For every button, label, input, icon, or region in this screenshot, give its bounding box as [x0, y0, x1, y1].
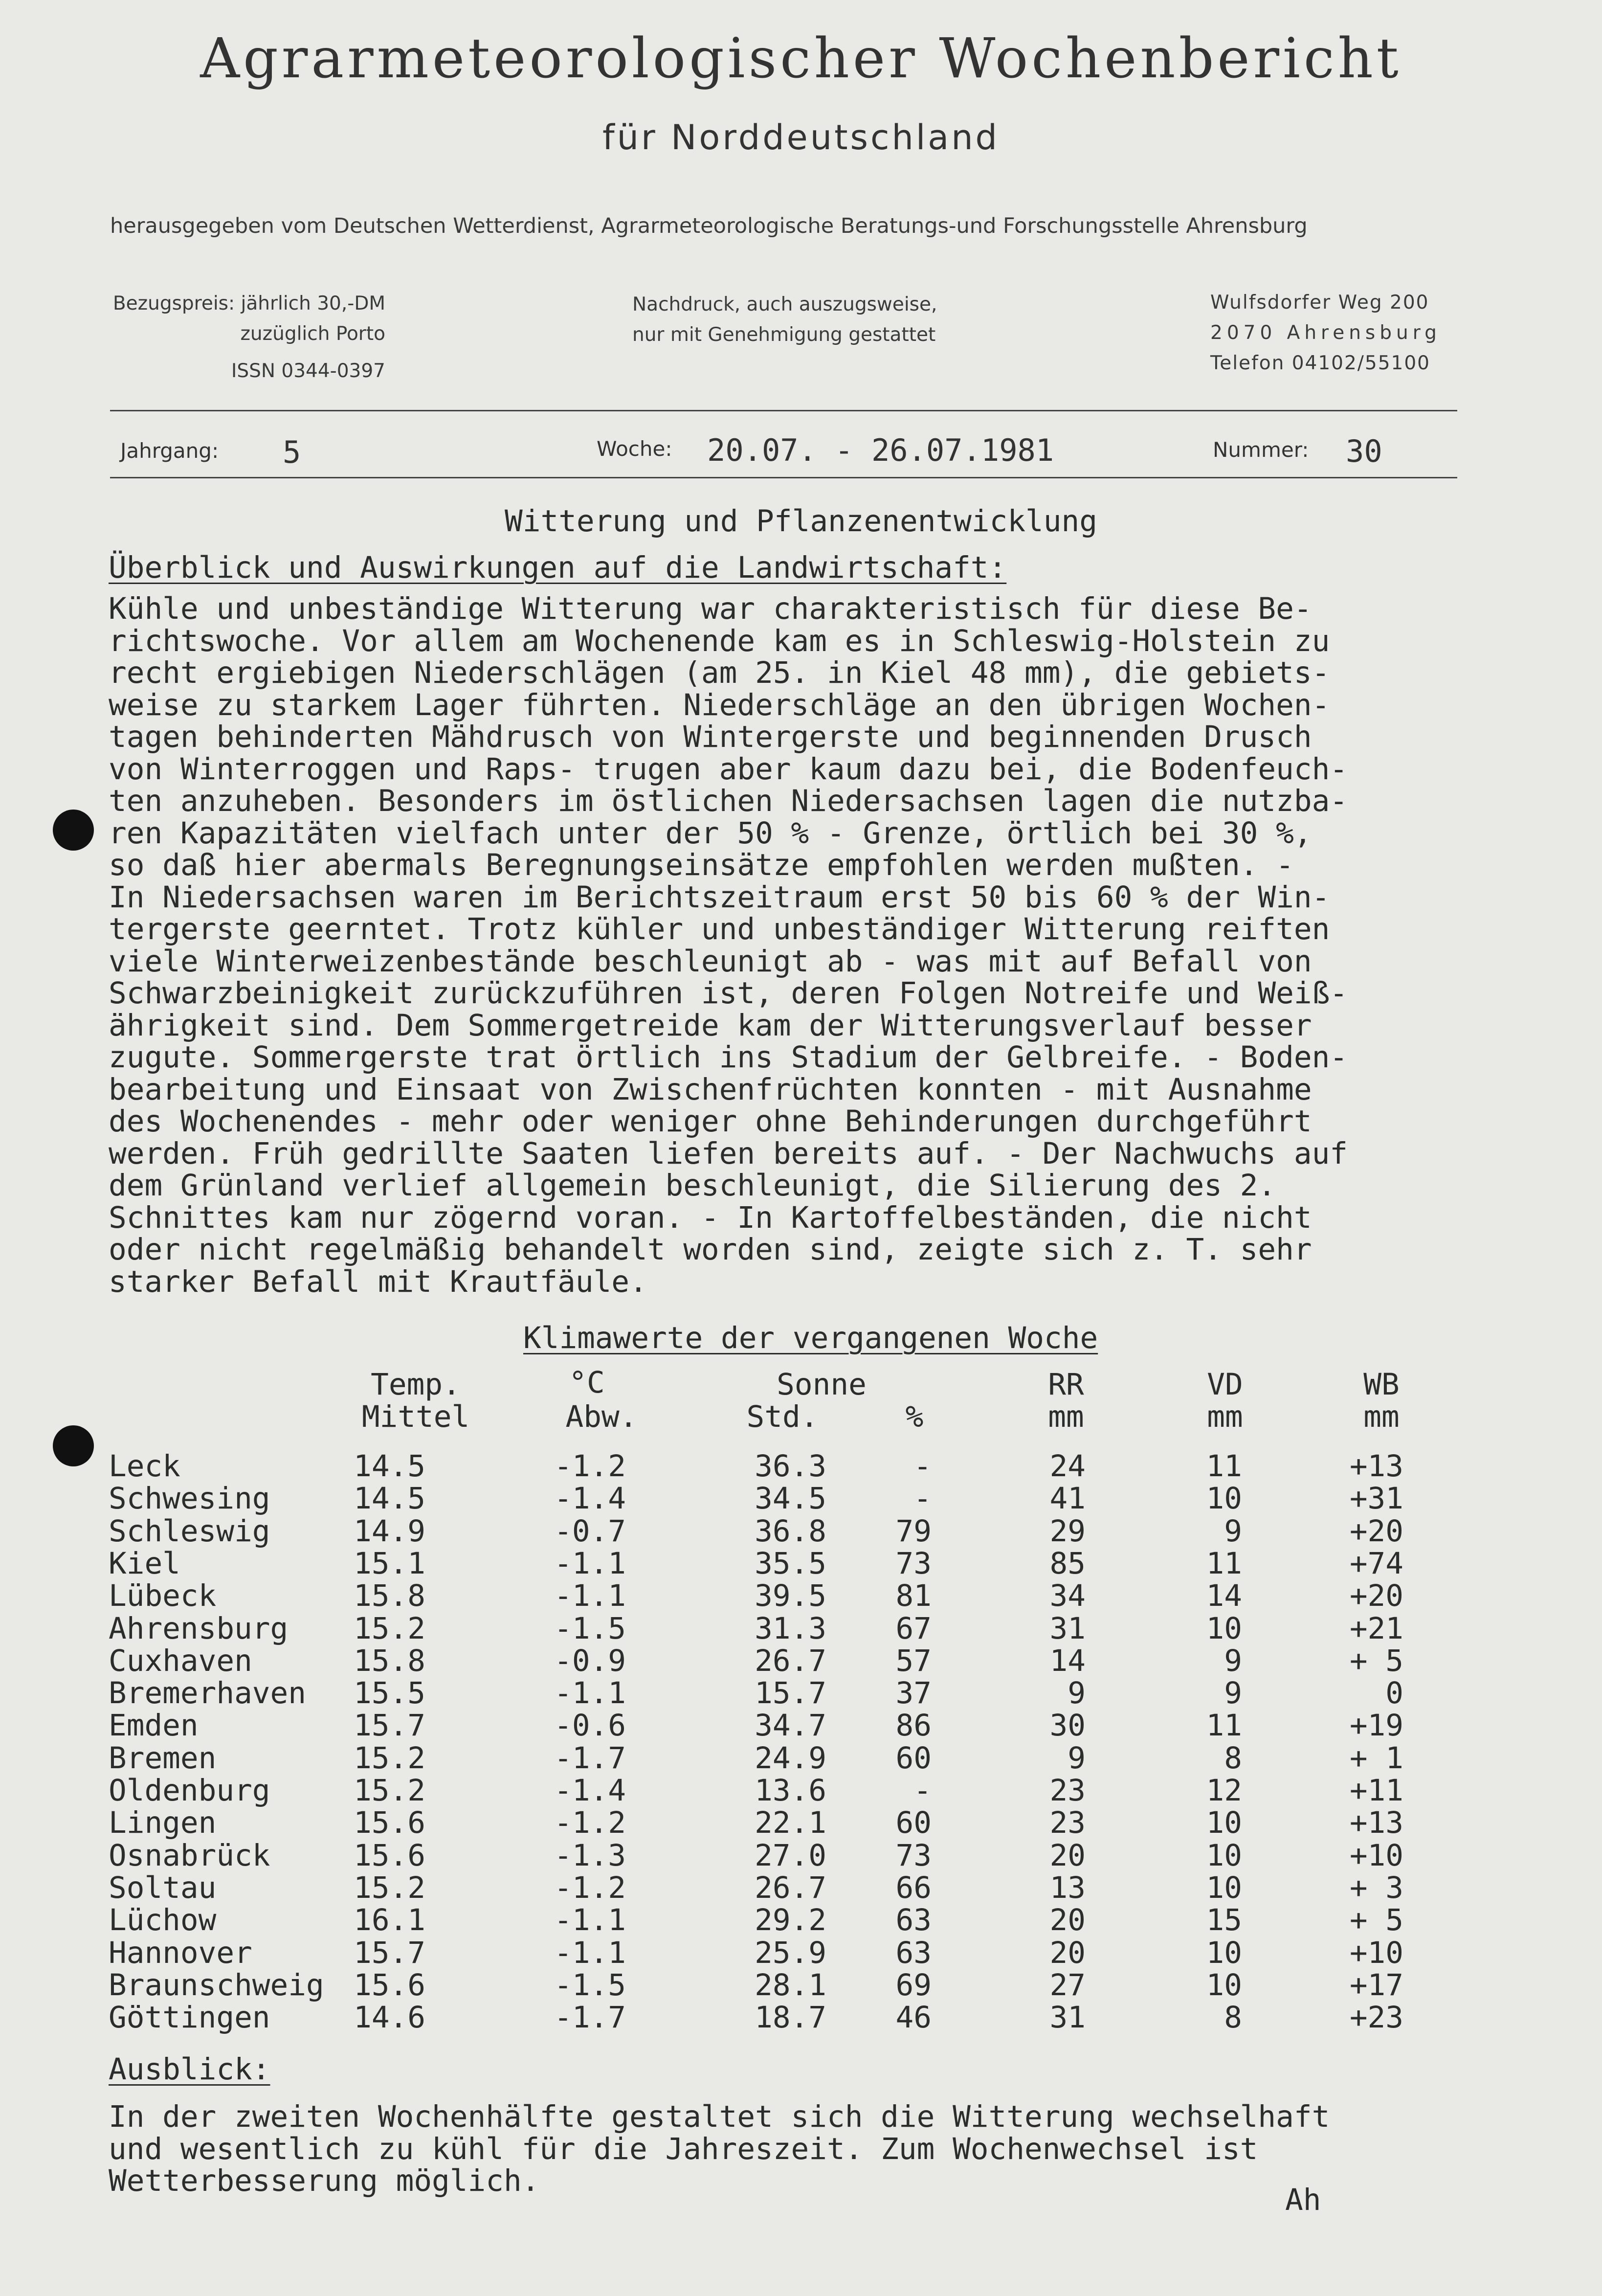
cell-temp-deviation: -1.2	[554, 1870, 626, 1905]
cell-temp-mean: 16.1	[354, 1903, 425, 1938]
report-subtitle: für Norddeutschland	[602, 117, 1000, 158]
cell-sunshine-hours: 35.5	[755, 1546, 826, 1581]
cell-precipitation: 34	[1049, 1578, 1086, 1614]
cell-temp-mean: 15.6	[354, 1805, 425, 1841]
outlook-line: Wetterbesserung möglich.	[109, 2163, 540, 2198]
table-row	[0, 1936, 1602, 1968]
cell-evaporation: 10	[1206, 1481, 1242, 1516]
cell-evaporation: 10	[1206, 1838, 1242, 1873]
cell-water-balance: +10	[1349, 1935, 1403, 1970]
cell-sunshine-percent: 66	[895, 1870, 932, 1905]
overview-line: dem Grünland verlief allgemein beschleunigt, die Silierung des 2.	[109, 1168, 1276, 1203]
cell-station: Bremen	[109, 1740, 217, 1776]
outlook-text	[109, 2101, 1330, 2197]
cell-sunshine-percent: -	[913, 1449, 932, 1484]
cell-sunshine-percent: 79	[895, 1513, 932, 1549]
header-vd-unit: mm	[1207, 1399, 1243, 1434]
cell-station: Schwesing	[109, 1481, 270, 1516]
overview-line: ren Kapazitäten vielfach unter der 50 % - Grenze, örtlich bei 30 %,	[109, 815, 1312, 851]
cell-sunshine-percent: 63	[895, 1935, 932, 1970]
number-label: Nummer:	[1213, 438, 1309, 462]
cell-station: Soltau	[109, 1870, 217, 1905]
overview-line: zugute. Sommergerste trat örtlich ins Stadium der Gelbreife. - Boden-	[109, 1040, 1348, 1075]
cell-temp-deviation: -1.2	[554, 1805, 626, 1841]
cell-evaporation: 9	[1224, 1676, 1242, 1711]
cell-temp-deviation: -1.5	[554, 1611, 626, 1646]
cell-water-balance: +13	[1349, 1449, 1403, 1484]
cell-sunshine-hours: 29.2	[755, 1903, 826, 1938]
cell-evaporation: 8	[1224, 1740, 1242, 1776]
cell-station: Cuxhaven	[109, 1643, 252, 1678]
table-row	[0, 1903, 1602, 1938]
address-street: Wulfsdorfer Weg 200	[1210, 292, 1429, 314]
cell-water-balance: +20	[1349, 1578, 1403, 1614]
cell-precipitation: 20	[1049, 1935, 1086, 1970]
cell-station: Hannover	[109, 1935, 252, 1970]
overview-line: bearbeitung und Einsaat von Zwischenfrüchten konnten - mit Ausnahme	[109, 1072, 1312, 1107]
overview-line: tagen behinderten Mähdrusch von Wintergerste und beginnenden Drusch	[109, 720, 1312, 754]
table-row	[0, 1578, 1602, 1614]
cell-temp-deviation: -0.9	[554, 1643, 626, 1678]
cell-temp-deviation: -1.2	[554, 1449, 626, 1484]
table-row	[0, 1611, 1602, 1646]
cell-temp-deviation: -0.7	[554, 1513, 626, 1549]
cell-water-balance: +20	[1349, 1513, 1403, 1549]
cell-sunshine-hours: 31.3	[755, 1611, 826, 1646]
cell-evaporation: 12	[1206, 1773, 1242, 1808]
cell-temp-mean: 15.7	[354, 1708, 425, 1743]
cell-sunshine-percent: 57	[895, 1643, 932, 1678]
publisher-line: herausgegeben vom Deutschen Wetterdienst, Agrarmeteorologische Beratungs-und Forschungsstelle Ahrensburg	[110, 214, 1308, 238]
cell-precipitation: 23	[1049, 1773, 1086, 1808]
cell-water-balance: 0	[1385, 1676, 1403, 1711]
overview-text	[109, 593, 1348, 1298]
cell-station: Oldenburg	[109, 1773, 270, 1808]
cell-evaporation: 8	[1224, 2000, 1242, 2035]
cell-precipitation: 24	[1049, 1449, 1086, 1484]
cell-evaporation: 11	[1206, 1546, 1242, 1581]
cell-temp-deviation: -1.7	[554, 1740, 626, 1776]
cell-station: Lübeck	[109, 1578, 217, 1614]
cell-sunshine-hours: 27.0	[755, 1838, 826, 1873]
table-row	[0, 1740, 1602, 1776]
cell-water-balance: +19	[1349, 1708, 1403, 1743]
cell-temp-mean: 14.9	[354, 1513, 425, 1549]
volume-label: Jahrgang:	[120, 439, 219, 463]
cell-temp-deviation: -1.7	[554, 2000, 626, 2035]
cell-temp-mean: 14.6	[354, 2000, 425, 2035]
overview-line: oder nicht regelmäßig behandelt worden sind, zeigte sich z. T. sehr	[109, 1232, 1312, 1267]
cell-evaporation: 9	[1224, 1643, 1242, 1678]
cell-precipitation: 30	[1049, 1708, 1086, 1743]
table-row	[0, 1513, 1602, 1549]
cell-precipitation: 9	[1068, 1676, 1086, 1711]
cell-temp-mean: 15.8	[354, 1643, 425, 1678]
cell-sunshine-percent: 67	[895, 1611, 932, 1646]
cell-temp-mean: 15.2	[354, 1740, 425, 1776]
table-row	[0, 1708, 1602, 1743]
table-row	[0, 1870, 1602, 1903]
cell-sunshine-hours: 15.7	[755, 1676, 826, 1711]
cell-sunshine-percent: 86	[895, 1708, 932, 1743]
cell-water-balance: + 1	[1349, 1740, 1403, 1776]
cell-evaporation: 9	[1224, 1513, 1242, 1549]
cell-sunshine-percent: -	[913, 1773, 932, 1808]
cell-temp-deviation: -1.4	[554, 1481, 626, 1516]
cell-station: Schleswig	[109, 1513, 270, 1549]
table-row	[0, 1838, 1602, 1873]
cell-evaporation: 15	[1206, 1903, 1242, 1938]
reprint-line-1: Nachdruck, auch auszugsweise,	[632, 293, 937, 315]
cell-sunshine-percent: 73	[895, 1546, 932, 1581]
price-line: Bezugspreis: jährlich 30,-DM	[112, 293, 385, 315]
cell-precipitation: 85	[1049, 1546, 1086, 1581]
issn-line: ISSN 0344-0397	[231, 360, 385, 382]
overview-line: ährigkeit sind. Dem Sommergetreide kam der Witterungsverlauf besser	[109, 1008, 1312, 1043]
cell-sunshine-percent: 69	[895, 1967, 932, 2003]
cell-temp-deviation: -0.6	[554, 1708, 626, 1743]
cell-sunshine-hours: 36.8	[755, 1513, 826, 1549]
cell-temp-mean: 15.2	[354, 1870, 425, 1905]
cell-temp-mean: 15.6	[354, 1838, 425, 1873]
overview-line: von Winterroggen und Raps- trugen aber kaum dazu bei, die Bodenfeuch-	[109, 751, 1348, 787]
cell-evaporation: 10	[1206, 1805, 1242, 1841]
address-city: 2070 Ahrensburg	[1210, 322, 1441, 344]
reprint-note	[632, 290, 937, 350]
outlook-heading: Ausblick:	[109, 2052, 270, 2087]
cell-sunshine-percent: 46	[895, 2000, 932, 2035]
cell-sunshine-hours: 24.9	[755, 1740, 826, 1776]
cell-sunshine-hours: 18.7	[755, 2000, 826, 2035]
report-title: Agrarmeteorologischer Wochenbericht	[200, 27, 1402, 90]
header-wb-unit: mm	[1363, 1399, 1400, 1434]
cell-water-balance: +17	[1349, 1967, 1403, 2003]
overview-line: starker Befall mit Krautfäule.	[109, 1264, 647, 1299]
cell-temp-mean: 14.5	[354, 1481, 425, 1516]
volume-value: 5	[283, 434, 301, 470]
rule-bottom	[110, 477, 1457, 478]
cell-temp-mean: 15.5	[354, 1676, 425, 1711]
week-label: Woche:	[597, 437, 672, 461]
cell-temp-deviation: -1.3	[554, 1838, 626, 1873]
cell-sunshine-hours: 34.7	[755, 1708, 826, 1743]
cell-precipitation: 41	[1049, 1481, 1086, 1516]
overview-line: In Niedersachsen waren im Berichtszeitraum erst 50 bis 60 % der Win-	[109, 879, 1330, 915]
number-value: 30	[1346, 433, 1382, 469]
cell-sunshine-percent: 73	[895, 1838, 932, 1873]
header-mittel: Mittel	[361, 1399, 470, 1434]
address-phone: Telefon 04102/55100	[1210, 352, 1430, 374]
outlook-line: In der zweiten Wochenhälfte gestaltet sich die Witterung wechselhaft	[109, 2099, 1330, 2134]
cell-sunshine-hours: 26.7	[755, 1643, 826, 1678]
cell-water-balance: + 5	[1349, 1903, 1403, 1938]
cell-station: Kiel	[109, 1546, 180, 1581]
cell-sunshine-percent: 37	[895, 1676, 932, 1711]
cell-sunshine-hours: 28.1	[755, 1967, 826, 2003]
cell-temp-deviation: -1.1	[554, 1903, 626, 1938]
week-value: 20.07. - 26.07.1981	[707, 432, 1054, 468]
cell-temp-deviation: -1.1	[554, 1578, 626, 1614]
price-info	[111, 289, 385, 386]
cell-sunshine-percent: 60	[895, 1740, 932, 1776]
cell-precipitation: 31	[1049, 1611, 1086, 1646]
cell-precipitation: 29	[1049, 1513, 1086, 1549]
cell-precipitation: 9	[1068, 1740, 1086, 1776]
cell-precipitation: 31	[1049, 2000, 1086, 2035]
cell-water-balance: +74	[1349, 1546, 1403, 1581]
cell-temp-deviation: -1.5	[554, 1967, 626, 2003]
table-row	[0, 2000, 1602, 2035]
overview-heading: Überblick und Auswirkungen auf die Landwirtschaft:	[109, 550, 1007, 585]
table-row	[0, 1449, 1602, 1484]
cell-precipitation: 13	[1049, 1870, 1086, 1905]
header-sun: Sonne	[777, 1367, 867, 1402]
overview-line: tergerste geerntet. Trotz kühler und unbeständiger Witterung reiften	[109, 912, 1330, 946]
cell-station: Emden	[109, 1708, 199, 1743]
cell-temp-deviation: -1.1	[554, 1935, 626, 1970]
climate-heading: Klimawerte der vergangenen Woche	[523, 1321, 1098, 1355]
cell-sunshine-hours: 34.5	[755, 1481, 826, 1516]
cell-temp-mean: 15.2	[354, 1611, 425, 1646]
header-degc: °C	[569, 1365, 605, 1400]
cell-water-balance: + 3	[1349, 1870, 1403, 1905]
overview-line: so daß hier abermals Beregnungseinsätze empfohlen werden mußten. -	[109, 848, 1294, 882]
cell-evaporation: 10	[1206, 1967, 1242, 2003]
header-rr: RR	[1048, 1367, 1084, 1402]
overview-line: Kühle und unbeständige Witterung war charakteristisch für diese Be-	[109, 591, 1312, 626]
cell-temp-mean: 14.5	[354, 1449, 425, 1484]
cell-temp-mean: 15.6	[354, 1967, 425, 2003]
cell-water-balance: +21	[1349, 1611, 1403, 1646]
cell-temp-mean: 15.2	[354, 1773, 425, 1808]
reprint-line-2: nur mit Genehmigung gestattet	[632, 324, 936, 346]
cell-station: Bremerhaven	[109, 1676, 306, 1711]
cell-temp-mean: 15.7	[354, 1935, 425, 1970]
rule-top	[110, 410, 1457, 411]
table-row	[0, 1643, 1602, 1676]
header-std: Std.	[746, 1399, 819, 1434]
cell-precipitation: 27	[1049, 1967, 1086, 2003]
cell-sunshine-hours: 25.9	[755, 1935, 826, 1970]
cell-sunshine-hours: 22.1	[755, 1805, 826, 1841]
cell-sunshine-hours: 13.6	[755, 1773, 826, 1808]
overview-line: werden. Früh gedrillte Saaten liefen bereits auf. - Der Nachwuchs auf	[109, 1136, 1348, 1171]
header-pct: %	[905, 1399, 924, 1434]
cell-temp-mean: 15.8	[354, 1578, 425, 1614]
outlook-line: und wesentlich zu kühl für die Jahreszeit. Zum Wochenwechsel ist	[109, 2131, 1258, 2166]
overview-line: Schnittes kam nur zögernd voran. - In Kartoffelbeständen, die nicht	[109, 1200, 1312, 1235]
cell-sunshine-hours: 26.7	[755, 1870, 826, 1905]
cell-sunshine-percent: 81	[895, 1578, 932, 1614]
cell-sunshine-hours: 39.5	[755, 1578, 826, 1614]
cell-water-balance: +13	[1349, 1805, 1403, 1841]
cell-precipitation: 20	[1049, 1903, 1086, 1938]
table-row	[0, 1773, 1602, 1808]
table-row	[0, 1546, 1602, 1581]
author-signature: Ah	[1285, 2183, 1321, 2217]
cell-temp-mean: 15.1	[354, 1546, 425, 1581]
cell-evaporation: 10	[1206, 1870, 1242, 1905]
overview-line: weise zu starkem Lager führten. Niederschläge an den übrigen Wochen-	[109, 687, 1330, 722]
overview-line: Schwarzbeinigkeit zurückzuführen ist, deren Folgen Notreife und Weiß-	[109, 976, 1348, 1011]
cell-station: Ahrensburg	[109, 1611, 289, 1646]
section-title: Witterung und Pflanzenentwicklung	[505, 504, 1097, 539]
cell-station: Lüchow	[109, 1903, 217, 1938]
cell-precipitation: 20	[1049, 1838, 1086, 1873]
cell-station: Braunschweig	[109, 1967, 324, 2003]
cell-precipitation: 23	[1049, 1805, 1086, 1841]
cell-evaporation: 10	[1206, 1611, 1242, 1646]
cell-evaporation: 10	[1206, 1935, 1242, 1970]
overview-line: recht ergiebigen Niederschlägen (am 25. in Kiel 48 mm), die gebiets-	[109, 655, 1330, 690]
table-row	[0, 1967, 1602, 2003]
punch-hole	[53, 810, 94, 851]
table-row	[0, 1805, 1602, 1841]
header-abw: Abw.	[565, 1399, 638, 1434]
cell-temp-deviation: -1.1	[554, 1676, 626, 1711]
climate-table-header	[0, 1367, 1602, 1433]
cell-evaporation: 11	[1206, 1449, 1242, 1484]
cell-water-balance: +31	[1349, 1481, 1403, 1516]
header-temp: Temp.	[371, 1367, 461, 1402]
cell-water-balance: + 5	[1349, 1643, 1403, 1678]
cell-sunshine-percent: 63	[895, 1903, 932, 1938]
cell-sunshine-percent: -	[913, 1481, 932, 1516]
cell-station: Leck	[109, 1449, 180, 1484]
overview-line: ten anzuheben. Besonders im östlichen Niedersachsen lagen die nutzba-	[109, 784, 1348, 818]
cell-station: Lingen	[109, 1805, 217, 1841]
cell-water-balance: +23	[1349, 2000, 1403, 2035]
cell-temp-deviation: -1.1	[554, 1546, 626, 1581]
cell-station: Göttingen	[109, 2000, 270, 2035]
cell-sunshine-percent: 60	[895, 1805, 932, 1841]
cell-evaporation: 11	[1206, 1708, 1242, 1743]
cell-precipitation: 14	[1049, 1643, 1086, 1678]
cell-water-balance: +11	[1349, 1773, 1403, 1808]
overview-line: des Wochenendes - mehr oder weniger ohne Behinderungen durchgeführt	[109, 1104, 1312, 1139]
cell-station: Osnabrück	[109, 1838, 270, 1873]
overview-line: viele Winterweizenbestände beschleunigt ab - was mit auf Befall von	[109, 944, 1312, 979]
cell-temp-deviation: -1.4	[554, 1773, 626, 1808]
table-row	[0, 1481, 1602, 1516]
overview-line: richtswoche. Vor allem am Wochenende kam es in Schleswig-Holstein zu	[109, 623, 1330, 658]
header-wb: WB	[1363, 1367, 1400, 1402]
cell-evaporation: 14	[1206, 1578, 1242, 1614]
cell-sunshine-hours: 36.3	[755, 1449, 826, 1484]
porto-line: zuzüglich Porto	[240, 323, 385, 345]
header-rr-unit: mm	[1048, 1399, 1084, 1434]
table-row	[0, 1676, 1602, 1711]
cell-water-balance: +10	[1349, 1838, 1403, 1873]
address-block	[1210, 288, 1441, 379]
header-vd: VD	[1207, 1367, 1243, 1402]
